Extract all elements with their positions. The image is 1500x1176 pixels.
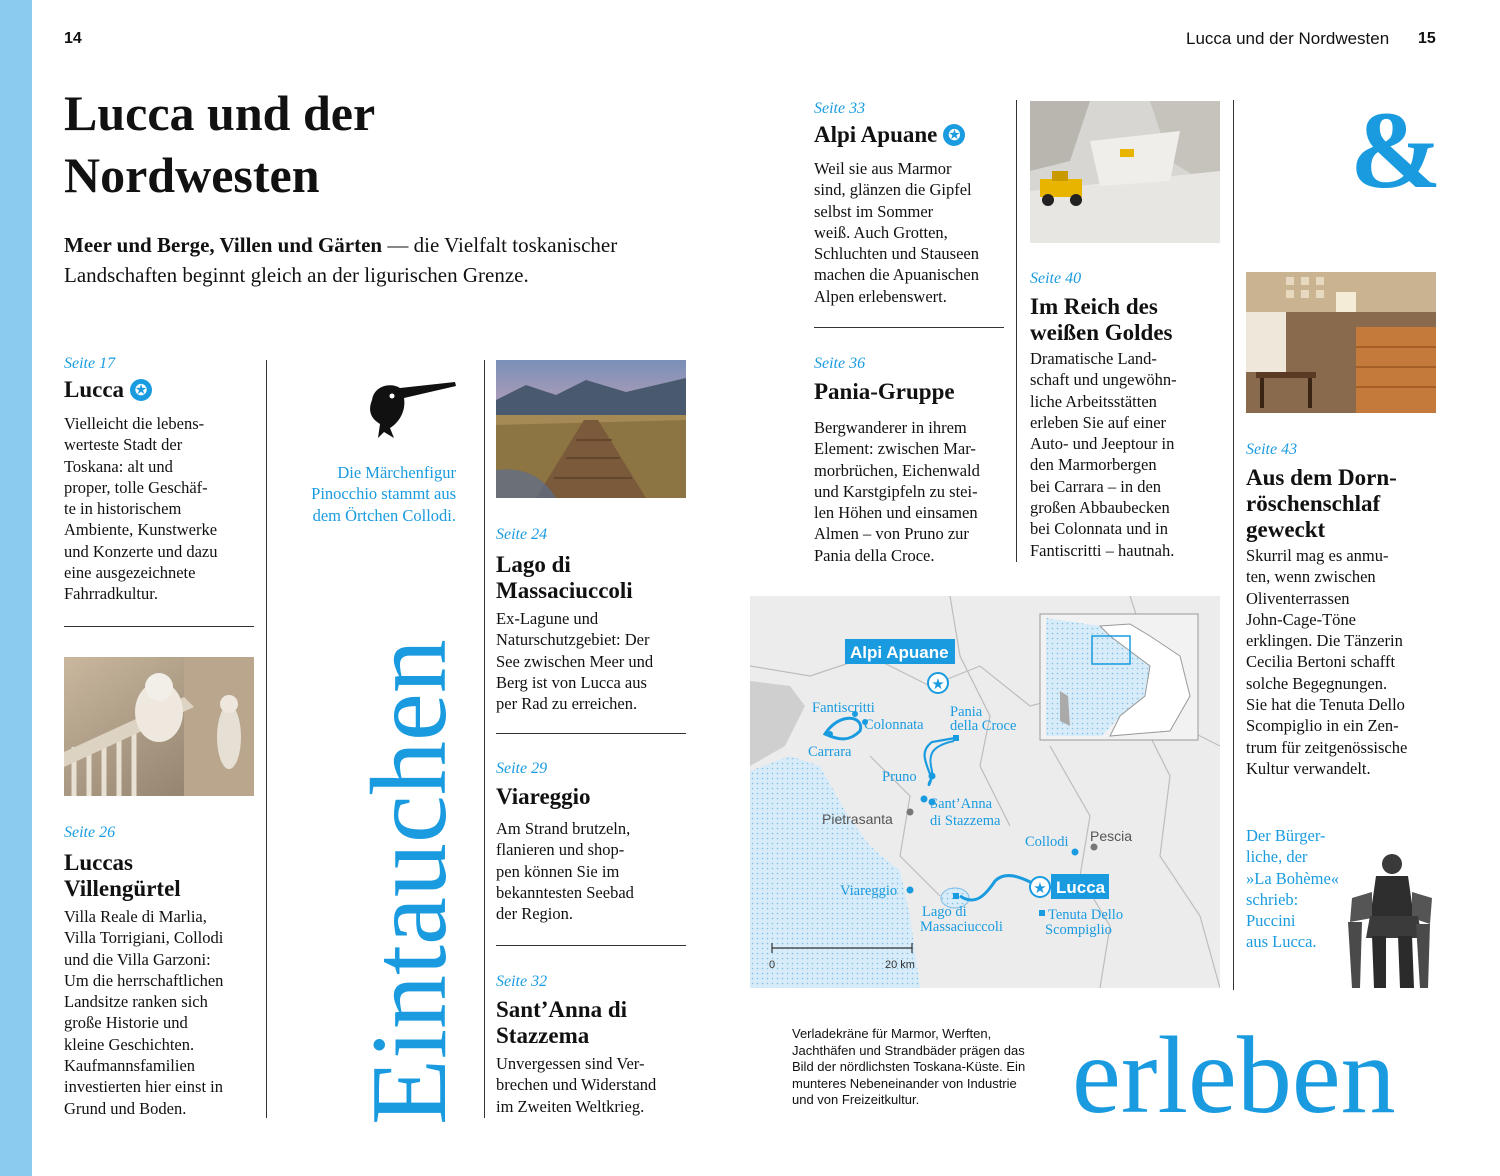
- page-ref[interactable]: Seite 24: [496, 526, 548, 543]
- section-body: [64, 413, 264, 605]
- map-label-collodi: Collodi: [1025, 834, 1069, 850]
- page-ref[interactable]: Seite 33: [814, 100, 866, 117]
- intro-bold: Meer und Berge, Villen und Gärten: [64, 233, 383, 257]
- text-line: großen Abbaubecken: [1030, 498, 1170, 518]
- section-title-text: Lucca: [64, 377, 125, 402]
- section-title: [1030, 294, 1230, 346]
- map-label-santanna: Sant’Anna: [930, 796, 993, 812]
- column-rule: [1016, 100, 1017, 562]
- section-body: [64, 906, 274, 1119]
- text-line: und die Villa Garzoni:: [64, 949, 211, 969]
- text-line: weiß. Auch Grotten,: [814, 222, 948, 242]
- section-title: Viareggio: [496, 784, 591, 809]
- caption-line: »La Bohème«: [1246, 868, 1340, 888]
- page-ref[interactable]: Seite 17: [64, 355, 116, 372]
- section-viareggio: [496, 760, 696, 924]
- text-line: und Konzerte und dazu: [64, 541, 218, 561]
- text-line: liche Arbeitsstätten: [1030, 391, 1157, 411]
- map-label-della-croce: della Croce: [950, 718, 1017, 734]
- section-body: [1246, 545, 1446, 779]
- section-title-line: Villengürtel: [64, 876, 181, 901]
- text-line: erleben Sie auf einer: [1030, 412, 1167, 432]
- section-title-line: röschenschlaf: [1246, 491, 1381, 516]
- text-line: werteste Stadt der: [64, 435, 183, 455]
- section-lago: [496, 526, 696, 714]
- text-line: Almen – von Pruno zur: [814, 524, 969, 544]
- text-line: Unvergessen sind Ver-: [496, 1054, 645, 1073]
- section-title: [814, 122, 1014, 148]
- text-line: Naturschutzgebiet: Der: [496, 630, 650, 650]
- text-line: der Region.: [496, 904, 573, 924]
- section-title: [64, 377, 264, 403]
- text-line: Weil sie aus Marmor: [814, 159, 952, 178]
- section-dornroeschen: [1246, 441, 1446, 779]
- text-line: Sie hat die Tenuta Dello: [1246, 695, 1405, 715]
- text-line: den Marmorbergen: [1030, 455, 1157, 475]
- map-caption: Verladekräne für Marmor, Werften, Jachthäfen und Strandbäder prägen das Bild der nördlichsten Toskana-Küste. Ein munteres Nebeneinander von Industrie und von Freizeitkultur.: [792, 1026, 1026, 1107]
- section-title: [496, 997, 696, 1049]
- text-line: Alpen erlebenswert.: [814, 286, 947, 306]
- page-ref[interactable]: Seite 32: [496, 973, 548, 990]
- text-line: per Rad zu erreichen.: [496, 694, 638, 714]
- text-line: Dramatische Land-: [1030, 349, 1157, 368]
- section-title: Pania-Gruppe: [814, 379, 955, 404]
- star-icon: ✪: [943, 124, 965, 146]
- text-line: Pania della Croce.: [814, 545, 935, 565]
- pinocchio-caption: [276, 462, 456, 526]
- column-rule: [484, 360, 485, 1118]
- map-label-lucca: Lucca: [1056, 878, 1106, 897]
- map-label-pruno: Pruno: [882, 769, 917, 785]
- section-title-line: Massaciuccoli: [496, 578, 633, 603]
- text-line: te in historischem: [64, 499, 182, 519]
- section-title-line: weißen Goldes: [1030, 320, 1173, 345]
- section-title-line: Sant’Anna di: [496, 997, 628, 1022]
- map-label-carrara: Carrara: [808, 744, 852, 760]
- page-ref[interactable]: Seite 29: [496, 760, 548, 777]
- star-icon: ★: [1033, 879, 1047, 897]
- section-title: [496, 552, 696, 604]
- divider: [64, 626, 254, 627]
- map-label-pietrasanta: Pietrasanta: [822, 811, 893, 827]
- caption-line: Die Märchenfigur: [337, 463, 456, 482]
- caption-line: schrieb:: [1246, 889, 1299, 909]
- text-line: ten, wenn zwischen: [1246, 567, 1376, 587]
- region-map[interactable]: [750, 596, 1220, 988]
- text-line: Grund und Boden.: [64, 1098, 187, 1118]
- text-line: trum für zeitgenössische: [1246, 737, 1408, 757]
- text-line: proper, tolle Geschäf-: [64, 477, 208, 497]
- caption-line: Der Bürger-: [1246, 826, 1326, 845]
- text-line: große Historie und: [64, 1013, 188, 1033]
- text-line: Fahrradkultur.: [64, 584, 158, 604]
- section-body: [1030, 348, 1230, 561]
- map-label-pania: Pania: [950, 704, 983, 720]
- right-page-number: 15: [1418, 30, 1436, 47]
- star-icon: ✪: [130, 379, 152, 401]
- page-ref[interactable]: Seite 26: [64, 824, 116, 841]
- section-body: [496, 608, 696, 714]
- text-line: Fantiscritti – hautnah.: [1030, 540, 1175, 560]
- intro-paragraph: [64, 230, 704, 290]
- intro-text: — die Vielfalt toskanischer Landschaften beginnt gleich an der ligurischen Grenze.: [64, 233, 618, 287]
- text-line: Villa Reale di Marlia,: [64, 907, 207, 926]
- text-line: Toskana: alt und: [64, 456, 173, 476]
- text-line: Ex-Lagune und: [496, 609, 599, 628]
- text-line: Landsitze ranken sich: [64, 992, 208, 1012]
- ampersand-glyph: &: [1350, 89, 1442, 211]
- text-line: Kultur verwandelt.: [1246, 758, 1371, 778]
- section-santanna: [496, 973, 696, 1117]
- caption-line: dem Örtchen Collodi.: [312, 505, 456, 525]
- column-rule: [1233, 100, 1234, 990]
- text-line: Element: zwischen Mar-: [814, 439, 976, 459]
- villa-statue-photo: [64, 657, 254, 796]
- section-lucca: [64, 355, 264, 605]
- pinocchio-bird-icon: [360, 372, 460, 442]
- map-label-alpi-apuane: Alpi Apuane: [850, 643, 949, 662]
- puccini-caption: [1246, 825, 1356, 953]
- text-line: und Karstgipfeln zu stei-: [814, 481, 978, 501]
- section-villen: [64, 824, 274, 1119]
- text-line: bekanntesten Seebad: [496, 882, 634, 902]
- section-title-line: Stazzema: [496, 1023, 590, 1048]
- page-title-line2: Nordwesten: [64, 147, 320, 203]
- map-label-massaciuccoli: Massaciuccoli: [920, 919, 1003, 935]
- map-label-viareggio: Viareggio: [840, 883, 898, 899]
- section-pania: [814, 355, 1014, 566]
- section-title-line: geweckt: [1246, 517, 1326, 542]
- cafe-interior-photo: [1246, 272, 1436, 413]
- text-line: machen die Apuanischen: [814, 265, 979, 285]
- page-ref[interactable]: Seite 36: [814, 355, 866, 372]
- map-label-scompiglio: Scompiglio: [1045, 922, 1112, 938]
- running-header: Lucca und der Nordwesten: [1186, 29, 1390, 48]
- text-line: Bergwanderer in ihrem: [814, 418, 967, 437]
- section-title-line: Im Reich des: [1030, 294, 1158, 319]
- section-body: [814, 417, 1014, 566]
- vertical-headline: Eintauchen: [350, 639, 469, 1125]
- page-title-line1: Lucca und der: [64, 85, 376, 141]
- text-line: Villa Torrigiani, Collodi: [64, 928, 224, 948]
- text-line: schaft und ungewöhn-: [1030, 370, 1177, 390]
- section-title: [64, 850, 274, 902]
- text-line: Auto- und Jeeptour in: [1030, 434, 1175, 454]
- marble-quarry-photo: [1030, 101, 1220, 243]
- caption-line: Pinocchio stammt aus: [311, 484, 456, 504]
- text-line: erklingen. Die Tänzerin: [1246, 631, 1403, 651]
- text-line: bei Carrara – in den: [1030, 476, 1162, 496]
- scale-start: 0: [769, 959, 776, 971]
- text-line: Scompiglio in ein Zen-: [1246, 716, 1399, 736]
- page-title: [64, 82, 764, 206]
- lake-boardwalk-photo: [496, 360, 686, 498]
- caption-line: aus Lucca.: [1246, 932, 1317, 952]
- puccini-statue-image: [1342, 848, 1436, 993]
- divider: [496, 945, 686, 946]
- map-label-colonnata: Colonnata: [864, 717, 924, 733]
- text-line: sind, glänzen die Gipfel: [814, 180, 972, 200]
- page-ref[interactable]: Seite 43: [1246, 441, 1298, 458]
- text-line: morbrüchen, Eichenwald: [814, 460, 980, 480]
- left-page-number: 14: [64, 30, 82, 47]
- headline-erleben: erleben: [1072, 1014, 1396, 1136]
- text-line: Oliventerrassen: [1246, 588, 1350, 608]
- text-line: See zwischen Meer und: [496, 651, 654, 671]
- map-label-lago: Lago di: [922, 904, 967, 920]
- section-body: [496, 818, 696, 924]
- page-edge-stripe: [0, 0, 32, 1176]
- section-alpi-apuane: [814, 100, 1014, 307]
- text-line: Vielleicht die lebens-: [64, 414, 205, 433]
- section-body: [814, 158, 1014, 307]
- text-line: pen können Sie im: [496, 861, 620, 881]
- section-title-line: Aus dem Dorn-: [1246, 465, 1397, 490]
- column-rule: [266, 360, 267, 1118]
- text-line: eine ausgezeichnete: [64, 563, 196, 583]
- section-title-line: Luccas: [64, 850, 133, 875]
- text-line: John-Cage-Töne: [1246, 609, 1356, 629]
- divider: [496, 733, 686, 734]
- text-line: Schluchten und Stauseen: [814, 244, 979, 264]
- text-line: selbst im Sommer: [814, 201, 934, 221]
- text-line: flanieren und shop-: [496, 840, 625, 860]
- section-title-line: Lago di: [496, 552, 571, 577]
- section-weisses-gold: [1030, 270, 1230, 561]
- text-line: Am Strand brutzeln,: [496, 819, 631, 838]
- text-line: Skurril mag es anmu-: [1246, 546, 1389, 565]
- page-ref[interactable]: Seite 40: [1030, 270, 1082, 287]
- text-line: len Höhen und einsamen: [814, 503, 978, 523]
- text-line: Ambiente, Kunstwerke: [64, 520, 218, 540]
- scale-end: 20 km: [885, 959, 915, 971]
- text-line: Cecilia Bertoni schafft: [1246, 652, 1396, 672]
- text-line: Kaufmannsfamilien: [64, 1056, 196, 1076]
- text-line: investierten hier einst in: [64, 1077, 223, 1097]
- text-line: im Zweiten Weltkrieg.: [496, 1096, 645, 1116]
- map-label-fantiscritti: Fantiscritti: [812, 700, 875, 716]
- text-line: Berg ist von Lucca aus: [496, 672, 647, 692]
- map-label-pescia: Pescia: [1090, 828, 1133, 844]
- star-icon: ★: [931, 675, 945, 693]
- section-body: [496, 1053, 696, 1117]
- section-title: [1246, 465, 1446, 543]
- caption-line: liche, der: [1246, 847, 1308, 867]
- text-line: brechen und Widerstand: [496, 1075, 657, 1095]
- caption-line: Puccini: [1246, 911, 1296, 931]
- text-line: kleine Geschichten.: [64, 1034, 195, 1054]
- section-title-text: Alpi Apuane: [814, 122, 938, 147]
- text-line: solche Begegnungen.: [1246, 673, 1388, 693]
- text-line: bei Colonnata und in: [1030, 519, 1168, 539]
- text-line: Um die herrschaftlichen: [64, 970, 224, 990]
- map-label-di-stazzema: di Stazzema: [930, 813, 1001, 829]
- map-label-tenuta: Tenuta Dello: [1048, 907, 1124, 923]
- divider: [814, 327, 1004, 328]
